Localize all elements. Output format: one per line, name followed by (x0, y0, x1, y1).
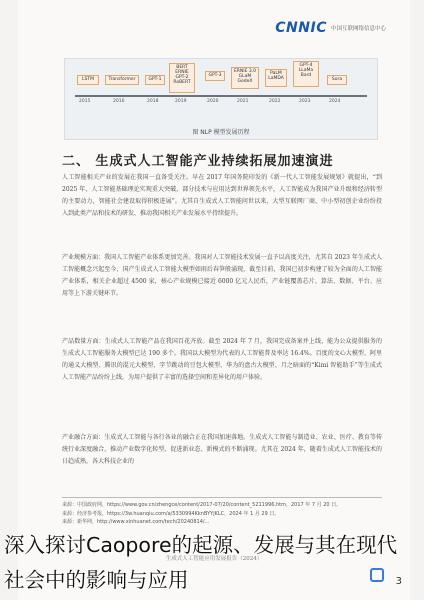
overlay-title: 深入探讨Caopore的起源、发展与其在现代社会中的影响与应用 (4, 533, 398, 592)
footnote: 来源：中国政府网，https://www.gov.cn/zhengce/content/2017-07/20/content_5211996.htm，2017 年 7 月 20 日。 (62, 502, 342, 508)
timeline-node: GPT-3 (205, 71, 225, 81)
page-number: 3 (395, 576, 402, 587)
year-label: 2023 (299, 99, 311, 104)
logo-mark: CNNIC (275, 20, 327, 36)
paragraph: 产品数量方面：生成式人工智能产品在我国百花齐放。截至 2024 年 7 月，我国完成备案并上线、能为公众提供服务的生成式人工智能服务大模型已达 190 多个。我国以大模型为代表的人工智能普及率达 16.4%。百度的文心大模型、阿里的通义大模型、腾讯的混元大模型、字节跳动的豆包大模型、华为的盘古大模型、月之暗面的“Kimi 智能助手”等生成式人工智能产品纷纷上线，为用户提供了丰富的选择空间和差异化的用户体验。 (62, 338, 382, 381)
document-page (18, 0, 410, 600)
year-label: 2020 (207, 99, 219, 104)
nlp-timeline-figure (64, 58, 378, 140)
paragraph: 产业融合方面：生成式人工智能与各行各业的融合正在我国加速落地。生成式人工智能与制造业、农业、医疗、教育等传统行业深度融合，推动产业数字化转型，促进新业态、新模式的不断涌现。尤其在 2024 年，随着生成式人工智能技术的日趋成熟，各大科技企业的 (62, 434, 382, 465)
figure-caption: 图 NLP 模型发展历程 (192, 129, 250, 136)
timeline-node: BERT ERNIE GPT-2 RoBERT (169, 63, 195, 93)
year-label: 2019 (175, 99, 187, 104)
paragraph: 产业规模方面：我国人工智能产业体系更加完善。我国对人工智能技术发展一直予以高度关注，尤其自 2023 年生成式人工智能概念兴起至今，国产生成式人工智能大模型如雨后春笋般涌现，截至目前，我国已初步构建了较为全面的人工智能产业体系，相关企业超过 4500 家，核心产业规模已接近 6000 亿元人民币，产业链覆盖芯片、算法、数据、平台、应用等上下游关键环节。 (62, 254, 382, 297)
year-label: 2022 (269, 99, 281, 104)
year-label: 2021 (237, 99, 249, 104)
watermark-icon (370, 568, 384, 582)
footnote: 来源：新华网，http://www.xinhuanet.com/tech/20240814/... (62, 519, 210, 525)
year-label: 2018 (147, 99, 159, 104)
section-heading: 二、 生成式人工智能产业持续拓展加速演进 (62, 154, 334, 169)
timeline-axis (75, 95, 367, 97)
year-label: 2024 (329, 99, 341, 104)
timeline-node: GPT-1 (145, 75, 165, 85)
logo-subtitle: 中国互联网络信息中心 (330, 26, 386, 32)
footnote: 来源：经济参考报，https://3w.huanqiu.com/a/5330994KknBYYjKLC，2024 年 1 月 29 日。 (62, 510, 280, 517)
timeline-node: ERNIE 3.0 GLaM GodeX (231, 67, 259, 89)
timeline-node: LSTM (77, 75, 99, 85)
timeline-node: PaLM LaMDA (265, 69, 287, 87)
timeline-node: Sora (327, 75, 347, 85)
year-label: 2015 (79, 99, 91, 104)
year-label: 2016 (113, 99, 125, 104)
footnotes (62, 497, 382, 527)
page-footer: 生成式人工智能应用发展报告（2024） (165, 556, 263, 562)
timeline-node: GPT-4 LLaMa Bard (293, 61, 319, 87)
paragraph: 人工智能相关产业的发展在我国一直备受关注。早在 2017 年国务院印发的《新一代人工智能发展规划》就提出，“到 2025 年，人工智能基础理论实现重大突破，部分技术与应用达到世界领先水平，人工智能成为我国产业升级和经济转型的主要动力，智能社会建设取得积极进展”。尤其自生成式人工智能问世以来，大型互联网厂商、中小型初创企业纷纷投入到此类产品和技术的研发，推动我国相关产业发展水平持续提升。 (62, 174, 382, 217)
timeline-node: Transformer (105, 75, 139, 85)
cnnic-logo (275, 20, 386, 36)
